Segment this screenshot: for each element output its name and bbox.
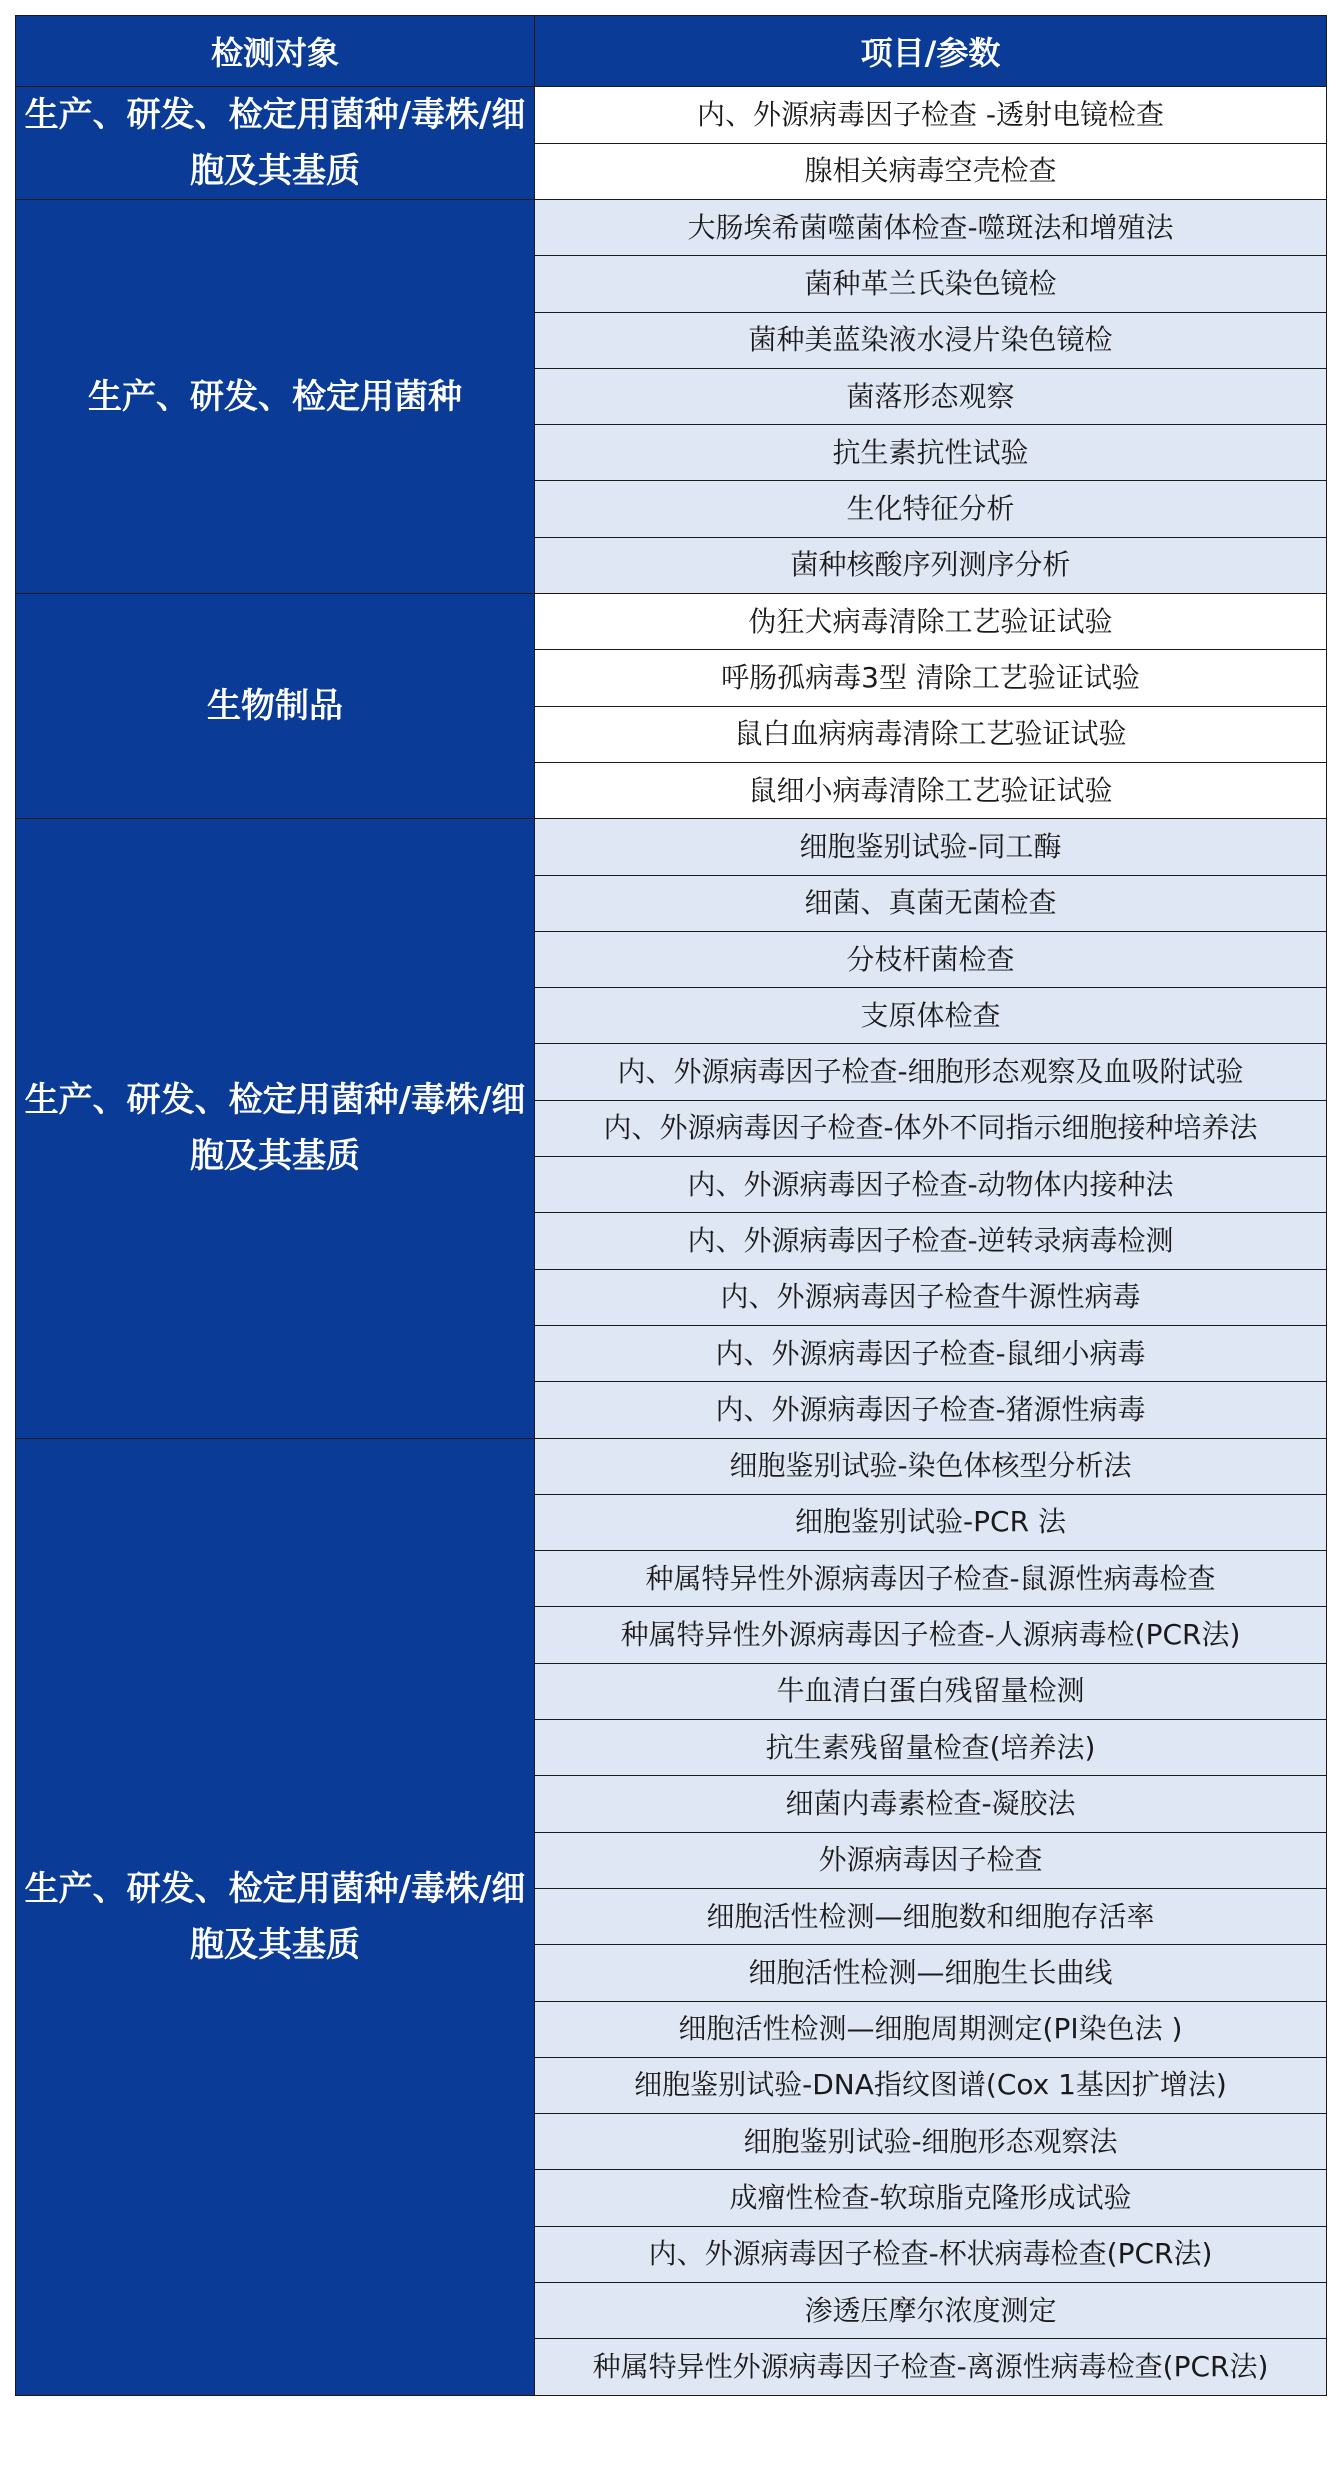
object-cell: 生产、研发、检定用菌种/毒株/细胞及其基质 [16, 1438, 535, 2395]
object-cell: 生物制品 [16, 594, 535, 819]
item-cell: 菌落形态观察 [535, 368, 1327, 424]
item-cell: 内、外源病毒因子检查-动物体内接种法 [535, 1157, 1327, 1213]
item-cell: 鼠白血病病毒清除工艺验证试验 [535, 706, 1327, 762]
object-cell: 生产、研发、检定用菌种/毒株/细胞及其基质 [16, 87, 535, 200]
item-cell: 腺相关病毒空壳检查 [535, 143, 1327, 200]
item-cell: 细胞鉴别试验-PCR 法 [535, 1494, 1327, 1550]
item-cell: 内、外源病毒因子检查 -透射电镜检查 [535, 87, 1327, 144]
item-cell: 外源病毒因子检查 [535, 1832, 1327, 1888]
table-row [16, 594, 1327, 650]
item-cell: 细胞鉴别试验-染色体核型分析法 [535, 1438, 1327, 1494]
item-cell: 支原体检查 [535, 988, 1327, 1044]
item-cell: 细菌、真菌无菌检查 [535, 875, 1327, 931]
item-cell: 细菌内毒素检查-凝胶法 [535, 1776, 1327, 1832]
item-cell: 种属特异性外源病毒因子检查-离源性病毒检查(PCR法) [535, 2339, 1327, 2395]
item-cell: 菌种美蓝染液水浸片染色镜检 [535, 312, 1327, 368]
item-cell: 细胞鉴别试验-同工酶 [535, 819, 1327, 875]
table-row [16, 200, 1327, 256]
table-row [16, 87, 1327, 144]
item-cell: 伪狂犬病毒清除工艺验证试验 [535, 594, 1327, 650]
table-row [16, 1438, 1327, 1494]
item-cell: 内、外源病毒因子检查-体外不同指示细胞接种培养法 [535, 1100, 1327, 1156]
item-cell: 内、外源病毒因子检查-逆转录病毒检测 [535, 1213, 1327, 1269]
item-cell: 抗生素抗性试验 [535, 425, 1327, 481]
item-cell: 种属特异性外源病毒因子检查-鼠源性病毒检查 [535, 1551, 1327, 1607]
item-cell: 种属特异性外源病毒因子检查-人源病毒检(PCR法) [535, 1607, 1327, 1663]
item-cell: 生化特征分析 [535, 481, 1327, 537]
inspection-table [15, 15, 1327, 2396]
header-object: 检测对象 [16, 16, 535, 87]
header-row [16, 16, 1327, 87]
table-row [16, 819, 1327, 875]
object-cell: 生产、研发、检定用菌种/毒株/细胞及其基质 [16, 819, 535, 1438]
object-cell: 生产、研发、检定用菌种 [16, 200, 535, 594]
item-cell: 成瘤性检查-软琼脂克隆形成试验 [535, 2170, 1327, 2226]
item-cell: 呼肠孤病毒3型 清除工艺验证试验 [535, 650, 1327, 706]
header-items: 项目/参数 [535, 16, 1327, 87]
item-cell: 内、外源病毒因子检查-杯状病毒检查(PCR法) [535, 2226, 1327, 2282]
item-cell: 牛血清白蛋白残留量检测 [535, 1663, 1327, 1719]
item-cell: 细胞活性检测—细胞生长曲线 [535, 1945, 1327, 2001]
item-cell: 内、外源病毒因子检查牛源性病毒 [535, 1269, 1327, 1325]
inspection-table-container [15, 15, 1326, 2396]
item-cell: 细胞鉴别试验-DNA指纹图谱(Cox 1基因扩增法) [535, 2057, 1327, 2113]
item-cell: 渗透压摩尔浓度测定 [535, 2282, 1327, 2338]
item-cell: 菌种革兰氏染色镜检 [535, 256, 1327, 312]
item-cell: 细胞活性检测—细胞周期测定(PI染色法 ) [535, 2001, 1327, 2057]
item-cell: 大肠埃希菌噬菌体检查-噬斑法和增殖法 [535, 200, 1327, 256]
item-cell: 细胞鉴别试验-细胞形态观察法 [535, 2114, 1327, 2170]
item-cell: 分枝杆菌检查 [535, 931, 1327, 987]
item-cell: 细胞活性检测—细胞数和细胞存活率 [535, 1888, 1327, 1944]
item-cell: 内、外源病毒因子检查-猪源性病毒 [535, 1382, 1327, 1438]
item-cell: 内、外源病毒因子检查-鼠细小病毒 [535, 1325, 1327, 1381]
item-cell: 鼠细小病毒清除工艺验证试验 [535, 762, 1327, 818]
table-body [16, 87, 1327, 2396]
item-cell: 内、外源病毒因子检查-细胞形态观察及血吸附试验 [535, 1044, 1327, 1100]
item-cell: 菌种核酸序列测序分析 [535, 537, 1327, 593]
item-cell: 抗生素残留量检查(培养法) [535, 1720, 1327, 1776]
